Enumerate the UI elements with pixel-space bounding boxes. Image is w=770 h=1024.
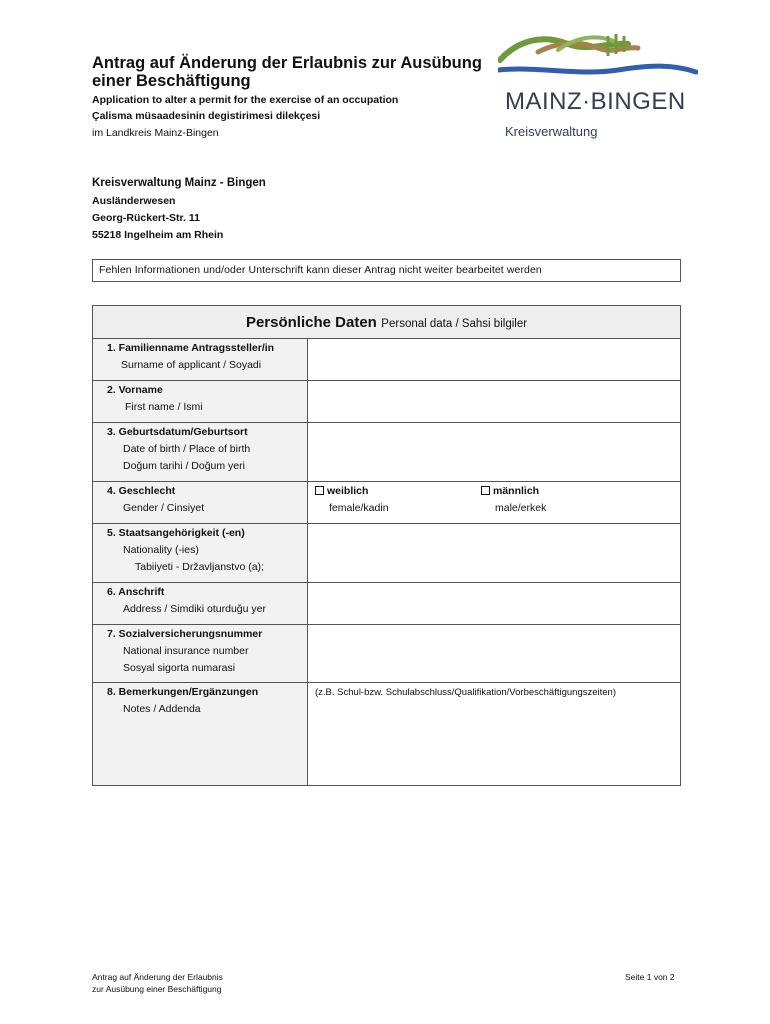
address-input[interactable] xyxy=(308,583,680,624)
firstname-input[interactable] xyxy=(308,381,680,422)
subtitle-turkish: Çalisma müsaadesinin degistirimesi dilekçesi xyxy=(92,110,321,122)
page-number: Seite 1 von 2 xyxy=(625,972,675,982)
field-label-de: 3. Geburtsdatum/Geburtsort xyxy=(107,426,248,438)
gender-male-translation: male/erkek xyxy=(495,502,547,514)
field-surname-label xyxy=(107,340,274,374)
field-label-de: 5. Staatsangehörigkeit (-en) xyxy=(107,527,245,539)
personal-data-form xyxy=(92,305,681,786)
field-gender-label xyxy=(107,483,204,517)
surname-input[interactable] xyxy=(308,339,680,380)
field-label-translation: First name / Ismi xyxy=(125,401,203,413)
gender-option-male[interactable] xyxy=(481,483,546,517)
field-label-translation: Surname of applicant / Soyadi xyxy=(121,359,262,371)
field-label-translation: Tabiiyeti - Državljanstvo (a); xyxy=(135,561,264,573)
field-address-label xyxy=(107,584,266,618)
remarks-hint: (z.B. Schul-bzw. Schulabschluss/Qualifikation/Vorbeschäftigungszeiten) xyxy=(315,687,616,698)
address-line-street: Georg-Rückert-Str. 11 xyxy=(92,212,200,224)
field-label-de: 8. Bemerkungen/Ergänzungen xyxy=(107,686,259,698)
field-remarks-label xyxy=(107,684,258,718)
footer-line: Antrag auf Änderung der Erlaubnis xyxy=(92,972,223,982)
field-label-de: 6. Anschrift xyxy=(107,586,165,598)
field-label-translation: Gender / Cinsiyet xyxy=(123,502,205,514)
field-label-translation: Address / Simdiki oturduğu yer xyxy=(123,603,266,615)
field-label-de: 2. Vorname xyxy=(107,384,163,396)
field-nationality-label xyxy=(107,525,264,576)
field-label-translation: Nationality (-ies) xyxy=(123,544,199,556)
document-title: Antrag auf Änderung der Erlaubnis zur Ausübung einer Beschäftigung xyxy=(92,54,482,90)
field-birth-label xyxy=(107,424,250,475)
field-label-de: 7. Sozialversicherungsnummer xyxy=(107,628,263,640)
logo-wordmark: MAINZ·BINGEN xyxy=(505,88,686,115)
row-divider xyxy=(93,682,680,683)
region-text: im Landkreis Mainz-Bingen xyxy=(92,127,219,139)
remarks-input[interactable] xyxy=(308,701,680,785)
footer-line: zur Ausübung einer Beschäftigung xyxy=(92,983,222,994)
field-firstname-label xyxy=(107,382,203,416)
footer-document-name xyxy=(92,972,223,995)
subtitle-english: Application to alter a permit for the exercise of an occupation xyxy=(92,94,399,106)
address-line-department: Ausländerwesen xyxy=(92,195,176,207)
gender-option-female[interactable] xyxy=(315,483,389,517)
field-label-translation: Doğum tarihi / Doğum yeri xyxy=(123,460,245,472)
form-heading-german: Persönliche Daten xyxy=(245,314,377,331)
row-divider xyxy=(93,481,680,482)
gender-female-translation: female/kadin xyxy=(329,502,389,514)
field-label-translation: Date of birth / Place of birth xyxy=(123,443,251,455)
address-line-office: Kreisverwaltung Mainz - Bingen xyxy=(92,177,266,189)
missing-info-notice: Fehlen Informationen und/oder Unterschrift kann dieser Antrag nicht weiter bearbeitet werden xyxy=(92,259,681,282)
field-label-translation: Notes / Addenda xyxy=(123,703,201,715)
gender-male-label: männlich xyxy=(493,485,540,497)
logo-subtitle: Kreisverwaltung xyxy=(505,124,598,139)
form-heading-translation: Personal data / Sahsi bilgiler xyxy=(381,318,528,330)
checkbox-icon[interactable] xyxy=(315,486,324,495)
field-insurance-label xyxy=(107,626,262,677)
form-heading xyxy=(93,306,680,339)
gender-female-label: weiblich xyxy=(327,485,369,497)
field-label-de: 1. Familienname Antragssteller/in xyxy=(107,342,275,354)
field-label-translation: Sosyal sigorta numarasi xyxy=(123,662,236,674)
birth-input[interactable] xyxy=(308,423,680,481)
address-line-city: 55218 Ingelheim am Rhein xyxy=(92,229,224,241)
nationality-input[interactable] xyxy=(308,524,680,582)
insurance-number-input[interactable] xyxy=(308,625,680,682)
checkbox-icon[interactable] xyxy=(481,486,490,495)
field-label-de: 4. Geschlecht xyxy=(107,485,176,497)
field-label-translation: National insurance number xyxy=(123,645,249,657)
